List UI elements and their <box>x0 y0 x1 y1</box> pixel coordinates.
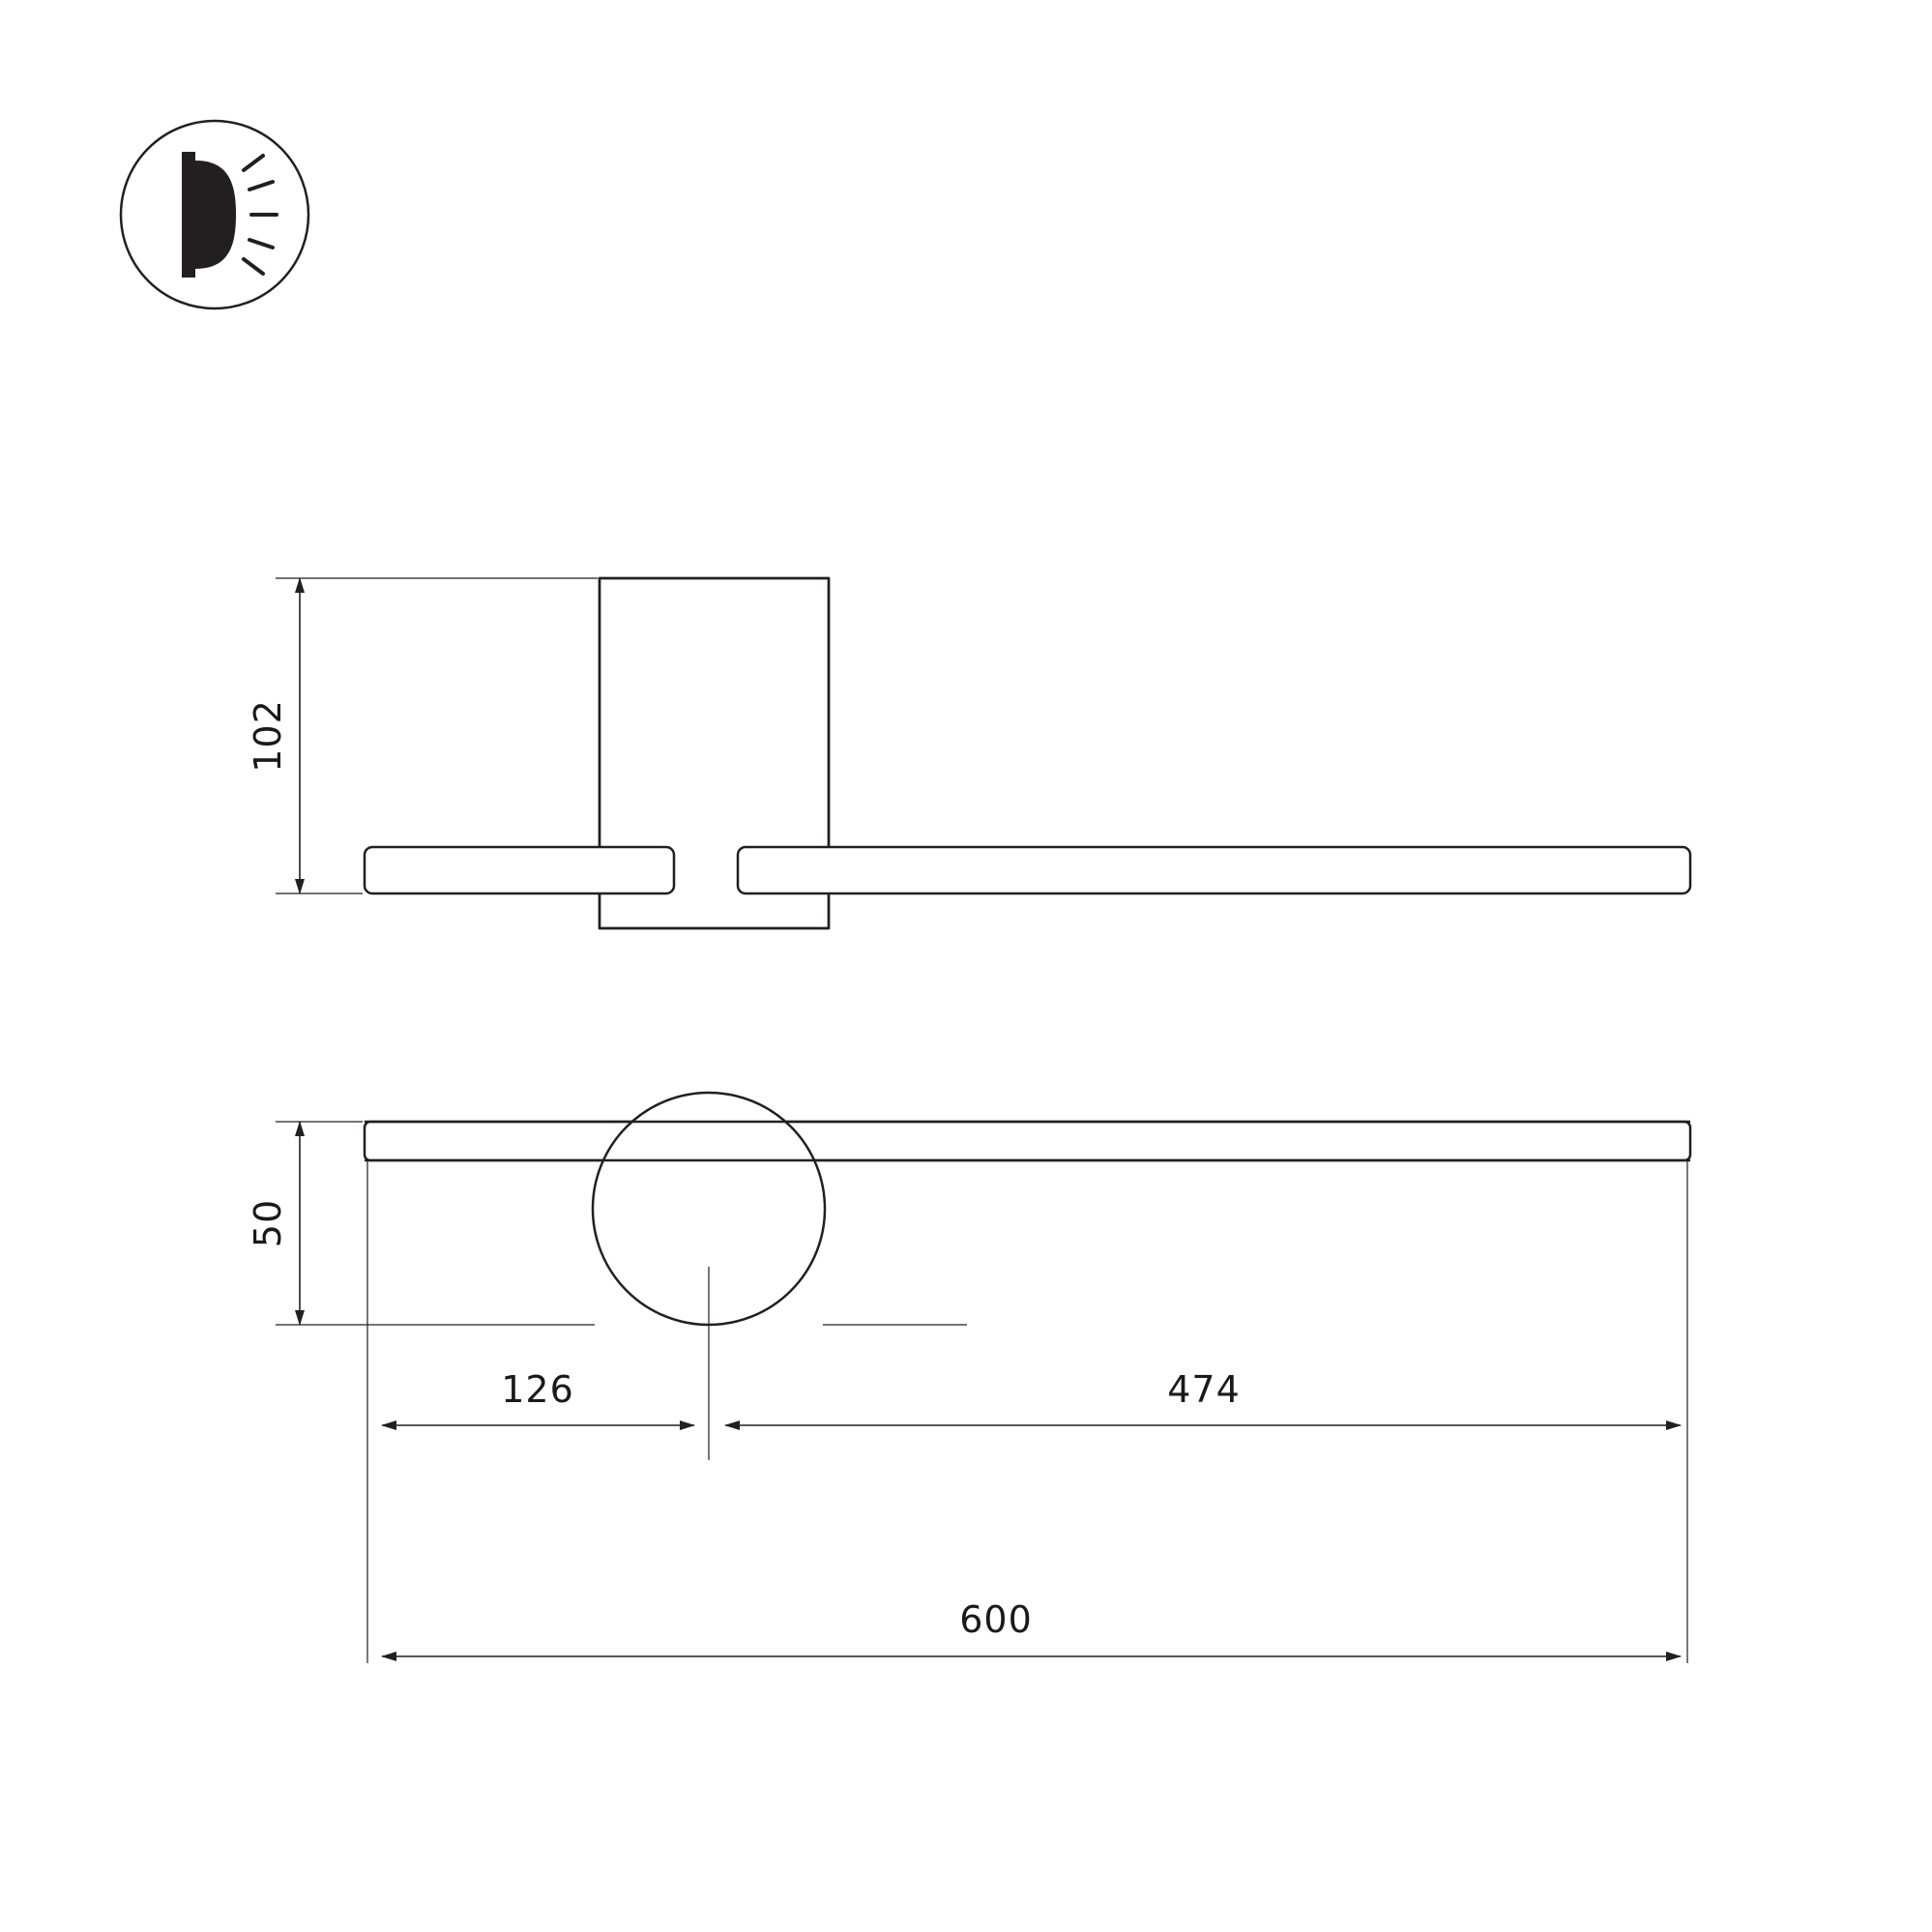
dim-label-126: 126 <box>501 1368 574 1411</box>
top-view-bar <box>365 1122 1690 1160</box>
top-view <box>247 1093 1690 1663</box>
front-view <box>247 578 1690 928</box>
dim-label-600: 600 <box>959 1598 1033 1641</box>
dim-label-102: 102 <box>247 699 289 773</box>
dim-label-50: 50 <box>247 1198 289 1248</box>
front-view-left-bar <box>365 847 674 893</box>
wall-light-icon <box>121 121 308 308</box>
front-view-right-bar <box>738 847 1690 893</box>
dim-label-474: 474 <box>1167 1368 1241 1411</box>
